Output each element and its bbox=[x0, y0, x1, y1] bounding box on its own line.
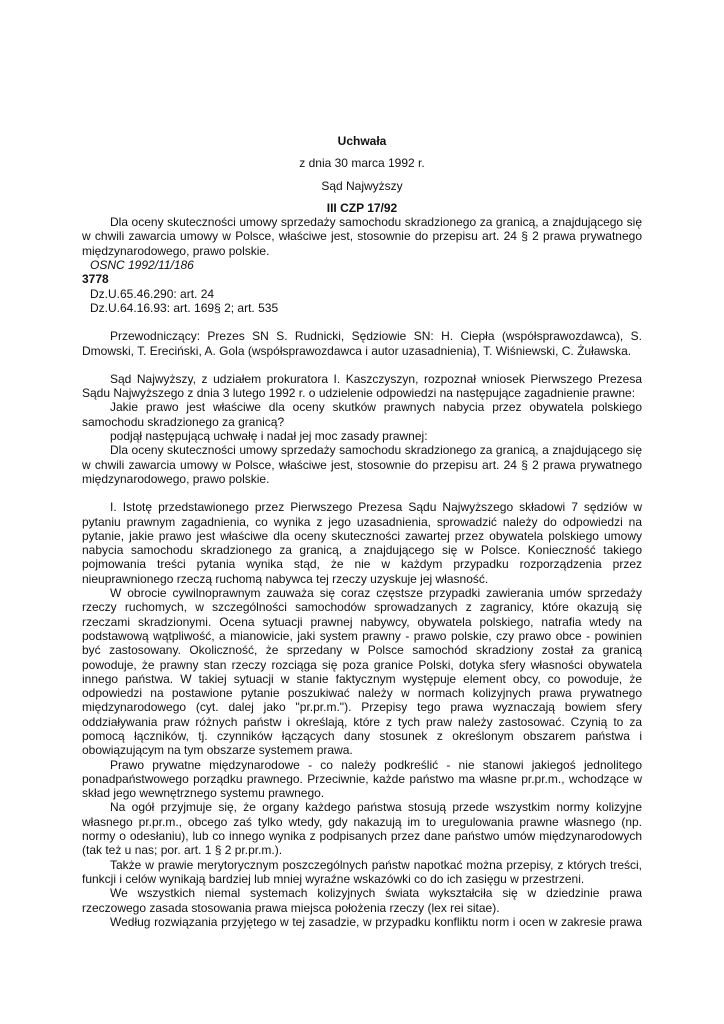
intro-paragraph: podjął następującą uchwałę i nadał jej moc zasady prawnej: bbox=[110, 429, 428, 444]
document-page bbox=[82, 134, 642, 929]
reasons-paragraph: Według rozwiązania przyjętego w tej zasadzie, w przypadku konfliktu norm i ocen w zakresie prawa bbox=[110, 914, 642, 929]
reasons-paragraph: Prawo prywatne międzynarodowe - co należy podkreślić - nie stanowi jakiegoś jednolitego ponadpaństwowego porządku prawnego. Przeciwnie, każde państwo ma własne pr.pr.m., wchodzące w skład jego wewnętrznego systemu prawnego. bbox=[82, 757, 642, 801]
resolution-text: Dla oceny skuteczności umowy sprzedaży samochodu skradzionego za granicą, a znajdującego się w chwili zawarcia umowy w Polsce, właściwe jest, stosownie do przepisu art. 24 § 2 prawa prywatnego międzynarodowego, prawo polskie. bbox=[82, 443, 642, 486]
court-name: Sąd Najwyższy bbox=[321, 178, 403, 193]
document-number: 3778 bbox=[82, 272, 109, 287]
resolution-title: Uchwała bbox=[337, 134, 387, 148]
legal-question: Jakie prawo jest właściwe dla oceny skutków prawnych nabycia przez obywatela polskiego samochodu skradzionego za granicą? bbox=[82, 400, 642, 429]
composition-paragraph: Przewodniczący: Prezes SN S. Rudnicki, Sędziowie SN: H. Ciepła (współsprawozdawca), S. Dmowski, T. Ereciński, A. Gola (współsprawozdawca i autor uzasadnienia), T. Wiśniewski, C. Żuławska. bbox=[82, 329, 642, 358]
resolution-date: z dnia 30 marca 1992 r. bbox=[299, 156, 425, 171]
reasons-paragraph: I. Istotę przedstawionego przez Pierwszego Prezesa Sądu Najwyższego składowi 7 sędziów w pytaniu prawnym zagadnienia, co wynika z jego uzasadnienia, sprowadzić należy do odpowiedzi na pytanie, jakie prawo jest właściwe dla oceny skuteczności zawartej przez obywatela polskiego umowy nabycia samochodu skradzionego za granicą, a znajdującego się w Polsce. Konieczność takiego pojmowania treści pytania wynika stąd, że nie w każdym przypadku rozporządzenia przez nieuprawnionego rzeczą ruchomą nabywca tej rzeczy uzyskuje jej własność. bbox=[82, 500, 642, 586]
source-citation: OSNC 1992/11/186 bbox=[90, 258, 194, 273]
thesis-paragraph: Dla oceny skuteczności umowy sprzedaży samochodu skradzionego za granicą, a znajdującego się w chwili zawarcia umowy w Polsce, właściwe jest, stosownie do przepisu art. 24 § 2 prawa prywatnego międzynarodowego, prawo polskie. bbox=[82, 215, 642, 258]
reasons-paragraph: Na ogół przyjmuje się, że organy każdego państwa stosują przede wszystkim normy kolizyjne własnego pr.pr.m., obcego zaś tylko wtedy, gdy nakazują im to uregulowania prawne własnego (np. normy o odesłaniu), lub co innego wynika z podpisanych przez dane państwo umów międzynarodowych (tak też u nas; por. art. 1 § 2 pr.pr.m.). bbox=[82, 800, 642, 858]
intro-paragraph: Sąd Najwyższy, z udziałem prokuratora I. Kaszczyszyn, rozpoznał wniosek Pierwszego Prezesa Sądu Najwyższego z dnia 3 lutego 1992 r. o udzielenie odpowiedzi na następujące zagadnienie prawne: bbox=[82, 371, 642, 401]
legal-reference: Dz.U.65.46.290: art. 24 bbox=[90, 286, 215, 301]
reasons-paragraph: W obrocie cywilnoprawnym zauważa się coraz częstsze przypadki zawierania umów sprzedaży rzeczy ruchomych, w szczególności samochodów sprowadzanych z zagranicy, które okazują się rzeczami skradzionymi. Ocena sytuacji prawnej nabywcy, obywatela polskiego, natrafia wtedy na podstawową wątpliwość, a mianowicie, jaki system prawny - prawo polskie, czy prawo obce - powinien być zastosowany. Okoliczność, że sprzedany w Polsce samochód skradziony został za granicą powoduje, że prawny stan rzeczy rozciąga się poza granice Polski, dotyka sfery własności obywatela innego państwa. W takiej sytuacji w stanie faktycznym występuje element obcy, co powoduje, że odpowiedzi na postawione pytanie poszukiwać należy w normach kolizyjnych prawa prywatnego międzynarodowego (cyt. dalej jako "pr.pr.m."). Przepisy tego prawa wyznaczają bowiem sfery oddziaływania praw różnych państw i określają, które z tych praw należy zastosować. Czynią to za pomocą łączników, tj. czynników łączących dany stosunek z określonym obszarem państwa i obowiązującym na tym obszarze systemem prawa. bbox=[82, 586, 642, 758]
legal-reference: Dz.U.64.16.93: art. 169§ 2; art. 535 bbox=[90, 300, 279, 315]
case-number: III CZP 17/92 bbox=[326, 200, 398, 215]
reasons-paragraph: Także w prawie merytorycznym poszczególnych państw napotkać można przepisy, z których treści, funkcji i celów wynikają bardziej lub mniej wyraźne wskazówki co do ich zasięgu w przestrzeni. bbox=[82, 857, 642, 886]
reasons-paragraph: We wszystkich niemal systemach kolizyjnych świata wykształciła się w dziedzinie prawa rzeczowego zasada stosowania prawa miejsca położenia rzeczy (lex rei sitae). bbox=[82, 886, 642, 915]
